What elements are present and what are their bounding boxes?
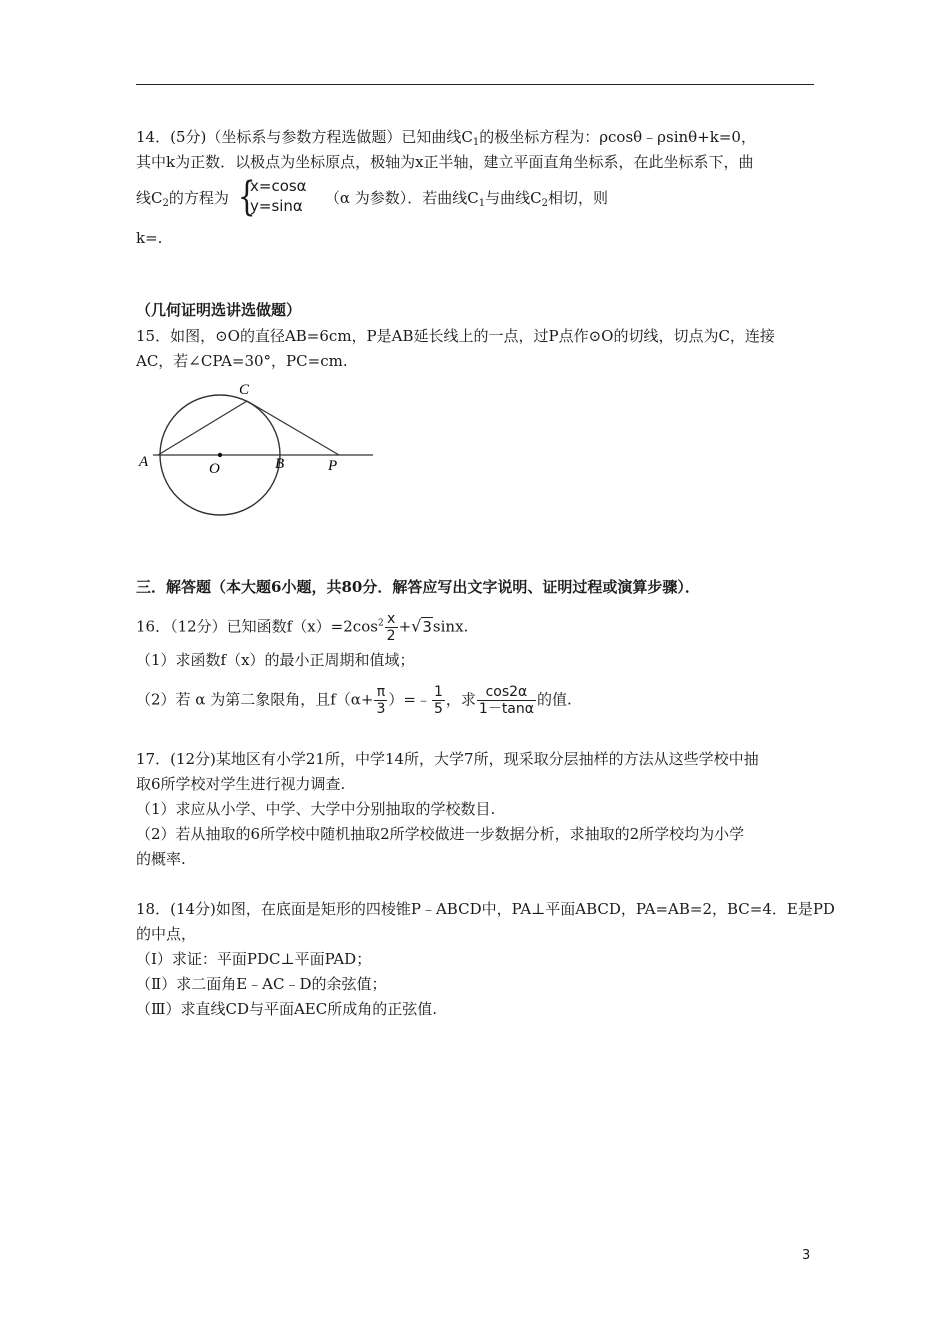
- header-rule: [136, 84, 814, 85]
- system-brace: {: [237, 174, 256, 220]
- q18-line1: 18．(14分)如图，在底面是矩形的四棱锥P﹣ABCD中，PA⊥平面ABCD，PA=AB=2，BC=4．E是PD: [136, 900, 835, 918]
- page-number: 3: [802, 1248, 811, 1263]
- label-b: B: [275, 456, 285, 472]
- q15-line1: 15．如图，⊙O的直径AB=6cm，P是AB延长线上的一点，过P点作⊙O的切线，切点为C，连接: [136, 327, 775, 345]
- parametric-system: x=cosα y=sinα: [250, 177, 307, 215]
- label-c: C: [239, 382, 250, 398]
- q14-line3: 线$C_2$的方程为 （α 为参数）．若曲线$C_1$与曲线$C_2$相切，则: [136, 189, 609, 209]
- q14-line4: k=.: [136, 229, 163, 247]
- chord-ac: [158, 401, 247, 455]
- frac-pi-over-3: $\frac{\pi}{3}$: [376, 684, 386, 717]
- q17-line2: 取6所学校对学生进行视力调查.: [136, 775, 346, 793]
- label-p: P: [328, 458, 338, 474]
- q16-stem: 16．（12分）已知函数$f(x)=2\cos^2$ $\frac{x}{2}$ +√3sinx.: [136, 611, 469, 644]
- circle-tangent-figure: [133, 378, 378, 523]
- center-point: [218, 453, 222, 457]
- frac-cos-over-tan: $\frac{\cos 2\alpha}{1-\tan\alpha}$: [478, 684, 534, 717]
- q18-part3: （Ⅲ）求直线CD与平面AEC所成角的正弦值.: [136, 1000, 437, 1018]
- q17-line1: 17．(12分)某地区有小学21所，中学14所，大学7所，现采取分层抽样的方法从这些学校中抽: [136, 750, 759, 768]
- q18-part2: （Ⅱ）求二面角E﹣AC﹣D的余弦值；: [136, 975, 387, 993]
- q18-line2: 的中点，: [136, 925, 197, 943]
- q17-part1: （1）求应从小学、中学、大学中分别抽取的学校数目.: [136, 800, 496, 818]
- section3-heading: 三．解答题（本大题6小题，共80分．解答应写出文字说明、证明过程或演算步骤）．: [136, 578, 700, 596]
- label-a: A: [139, 454, 149, 470]
- q17-part2: （2）若从抽取的6所学校中随机抽取2所学校做进一步数据分析，求抽取的2所学校均为小学: [136, 825, 745, 843]
- label-o: O: [209, 461, 220, 477]
- q14-line2: 其中k为正数．以极点为坐标原点，极轴为x正半轴，建立平面直角坐标系，在此坐标系下，曲: [136, 153, 754, 171]
- q17-line5: 的概率.: [136, 850, 186, 868]
- q16-part1: （1）求函数f（x）的最小正周期和值域；: [136, 651, 415, 669]
- q15-line2: AC，若∠CPA=30°，PC=cm.: [136, 352, 348, 370]
- tangent-pc: [247, 401, 339, 455]
- q16-part2: （2）若 α 为第二象限角，且f（α+ $\frac{\pi}{3}$ ）=﹣ $\frac{1}{5}$ ，求 $\frac{\cos 2\alpha}{1-\tan\alpha}$ 的值.: [136, 684, 572, 717]
- frac-1-over-5: $\frac{1}{5}$: [433, 684, 443, 717]
- q14-line1: 14．(5分)（坐标系与参数方程选做题）已知曲线$C_1$的极坐标方程为：ρcosθ﹣ρsinθ+k=0，: [136, 128, 756, 148]
- q18-part1: （Ⅰ）求证：平面PDC⊥平面PAD；: [136, 950, 372, 968]
- geometry-heading: （几何证明选讲选做题）: [136, 301, 302, 319]
- frac-x-over-2: $\frac{x}{2}$: [386, 611, 396, 644]
